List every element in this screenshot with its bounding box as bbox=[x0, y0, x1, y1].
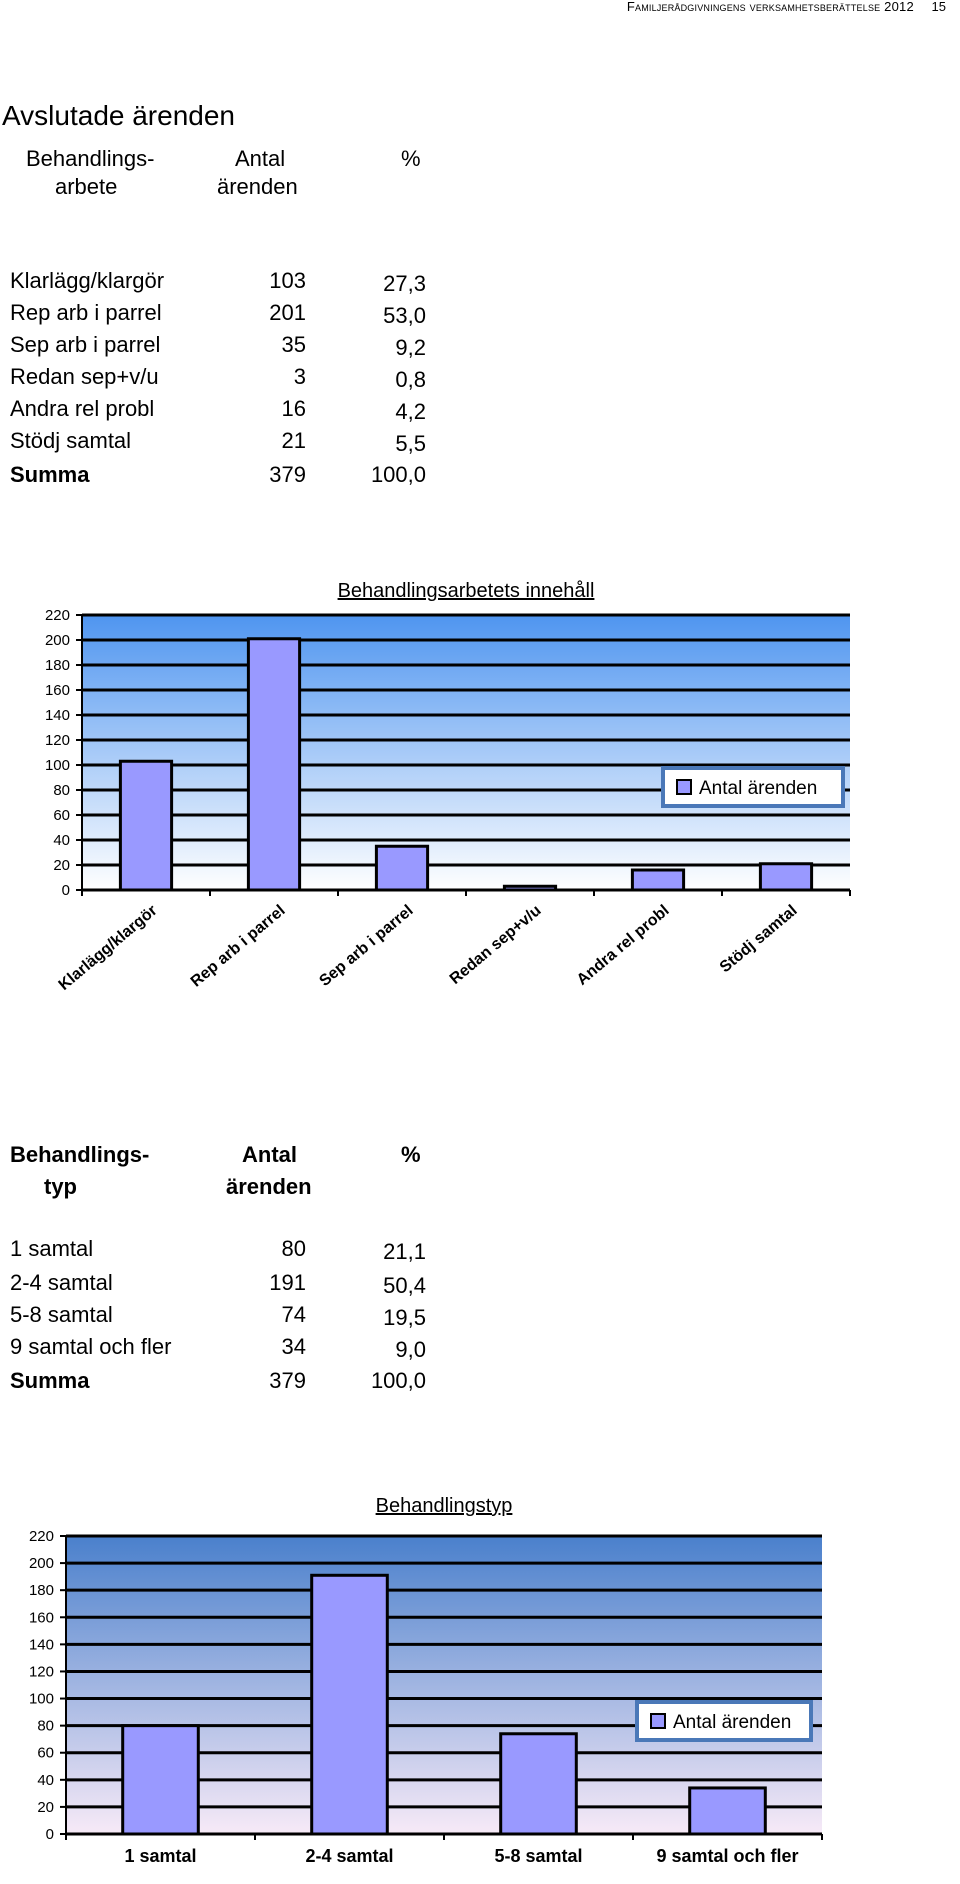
table-row-count: 21 bbox=[281, 428, 306, 453]
x-category-label: Rep arb i parrel bbox=[187, 902, 289, 991]
chart-title: Behandlingsarbetets innehåll bbox=[337, 580, 595, 602]
y-tick-label: 200 bbox=[44, 632, 70, 649]
table-row-label: 9 samtal och fler bbox=[10, 1334, 172, 1359]
treatment-content-table bbox=[0, 144, 430, 487]
y-tick-label: 40 bbox=[37, 1771, 54, 1789]
x-category-label: Redan sep+v/u bbox=[446, 902, 545, 988]
table-row-percent: 5,5 bbox=[395, 431, 426, 456]
table-row-label: 5-8 samtal bbox=[10, 1302, 113, 1327]
bar bbox=[248, 639, 299, 890]
table-header-count-2: ärenden bbox=[226, 1174, 312, 1199]
legend-swatch bbox=[651, 1714, 665, 1728]
table-row-percent: 19,5 bbox=[383, 1305, 426, 1330]
legend-label: Antal ärenden bbox=[699, 778, 818, 799]
table-row-percent: 27,3 bbox=[383, 271, 426, 296]
y-tick-label: 220 bbox=[44, 607, 70, 624]
table-row-label: Rep arb i parrel bbox=[10, 300, 162, 325]
table-row-count: 191 bbox=[269, 1270, 306, 1295]
table-row-label: 1 samtal bbox=[10, 1236, 94, 1261]
table-header-count-1: Antal bbox=[235, 146, 286, 171]
x-category-label: 5-8 samtal bbox=[494, 1846, 583, 1866]
y-tick-label: 180 bbox=[44, 657, 70, 674]
table-row-count: 103 bbox=[269, 268, 306, 293]
y-tick-label: 60 bbox=[37, 1744, 54, 1762]
table-row-percent: 0,8 bbox=[395, 367, 426, 392]
y-tick-label: 140 bbox=[28, 1636, 54, 1654]
y-tick-label: 120 bbox=[28, 1663, 54, 1681]
table-row-count: 3 bbox=[293, 364, 306, 389]
bar bbox=[501, 1734, 577, 1834]
legend-swatch bbox=[677, 780, 691, 794]
table-row-label: Andra rel probl bbox=[10, 396, 155, 421]
table-row-count: 74 bbox=[281, 1302, 306, 1327]
table-row-count: 35 bbox=[281, 332, 306, 357]
y-tick-label: 160 bbox=[28, 1609, 54, 1627]
y-tick-label: 20 bbox=[37, 1798, 54, 1816]
chart-title: Behandlingstyp bbox=[375, 1495, 513, 1517]
table-row-count: 201 bbox=[269, 300, 306, 325]
x-category-label: 1 samtal bbox=[124, 1846, 197, 1866]
table-row-percent: 4,2 bbox=[395, 399, 426, 424]
table-row-percent: 50,4 bbox=[383, 1273, 426, 1298]
table-row-percent: 53,0 bbox=[383, 303, 426, 328]
y-tick-label: 160 bbox=[44, 682, 70, 699]
section-title: Avslutade ärenden bbox=[2, 100, 235, 131]
bar bbox=[376, 846, 427, 890]
y-tick-label: 140 bbox=[44, 707, 70, 724]
y-tick-label: 20 bbox=[53, 857, 70, 874]
table-header-count-1: Antal bbox=[242, 1142, 297, 1167]
table-row-label: Sep arb i parrel bbox=[10, 332, 161, 357]
y-tick-label: 40 bbox=[53, 832, 70, 849]
bar bbox=[760, 864, 811, 890]
treatment-type-table bbox=[0, 1140, 430, 1400]
table-header-percent: % bbox=[401, 146, 421, 171]
y-tick-label: 100 bbox=[44, 757, 70, 774]
page-header bbox=[627, 0, 946, 22]
header-title: Familjerådgivningens verksamhetsberättelse 2012 bbox=[626, 0, 914, 14]
table-row-percent: 21,1 bbox=[383, 1239, 426, 1264]
legend-label: Antal ärenden bbox=[673, 1712, 792, 1733]
y-tick-label: 60 bbox=[53, 807, 70, 824]
table-header-count-2: ärenden bbox=[217, 174, 298, 199]
table-header-label-2: typ bbox=[44, 1174, 77, 1199]
table-total-label: Summa bbox=[10, 1368, 90, 1393]
y-tick-label: 200 bbox=[28, 1555, 54, 1573]
table-row-label: 2-4 samtal bbox=[10, 1270, 113, 1295]
page-number: 15 bbox=[931, 0, 946, 14]
chart-svg bbox=[0, 1480, 960, 1884]
y-tick-label: 120 bbox=[44, 732, 70, 749]
x-category-label: Klarlägg/klargör bbox=[55, 902, 161, 994]
table-row-label: Stödj samtal bbox=[10, 428, 132, 453]
y-tick-label: 0 bbox=[61, 882, 70, 899]
table-total-count: 379 bbox=[269, 462, 306, 487]
x-category-label: Sep arb i parrel bbox=[316, 902, 417, 990]
x-category-label: Andra rel probl bbox=[573, 902, 673, 989]
y-tick-label: 0 bbox=[45, 1826, 54, 1843]
table-row-label: Klarlägg/klargör bbox=[10, 268, 165, 293]
table-row-percent: 9,0 bbox=[395, 1337, 426, 1362]
table-row-percent: 9,2 bbox=[395, 335, 426, 360]
bar bbox=[120, 761, 171, 890]
table-row-count: 80 bbox=[281, 1236, 306, 1261]
bar bbox=[632, 870, 683, 890]
chart-svg bbox=[0, 560, 960, 1080]
table-total-count: 379 bbox=[269, 1368, 306, 1393]
table-header-label-1: Behandlings- bbox=[10, 1142, 150, 1167]
table-header-label-2: arbete bbox=[55, 174, 118, 199]
x-category-label: Stödj samtal bbox=[716, 902, 801, 977]
table-header-label-1: Behandlings- bbox=[26, 146, 155, 171]
treatment-type-chart bbox=[0, 1480, 960, 1884]
table-header-percent: % bbox=[401, 1142, 421, 1167]
table-total-percent: 100,0 bbox=[370, 462, 426, 487]
bar bbox=[312, 1575, 388, 1834]
x-category-label: 2-4 samtal bbox=[305, 1846, 394, 1866]
table-row-count: 16 bbox=[281, 396, 306, 421]
treatment-content-chart bbox=[0, 560, 960, 1080]
y-tick-label: 180 bbox=[28, 1582, 54, 1600]
table-row-label: Redan sep+v/u bbox=[10, 364, 159, 389]
table-row-count: 34 bbox=[281, 1334, 306, 1359]
bar bbox=[690, 1788, 766, 1834]
y-tick-label: 80 bbox=[37, 1717, 54, 1735]
bar bbox=[123, 1726, 199, 1834]
y-tick-label: 80 bbox=[53, 782, 70, 799]
table-total-percent: 100,0 bbox=[370, 1368, 426, 1393]
y-tick-label: 220 bbox=[28, 1528, 54, 1545]
x-category-label: 9 samtal och fler bbox=[656, 1846, 799, 1866]
table-total-label: Summa bbox=[10, 462, 90, 487]
y-tick-label: 100 bbox=[28, 1690, 54, 1708]
plot-area bbox=[82, 615, 850, 890]
bar bbox=[504, 886, 555, 890]
